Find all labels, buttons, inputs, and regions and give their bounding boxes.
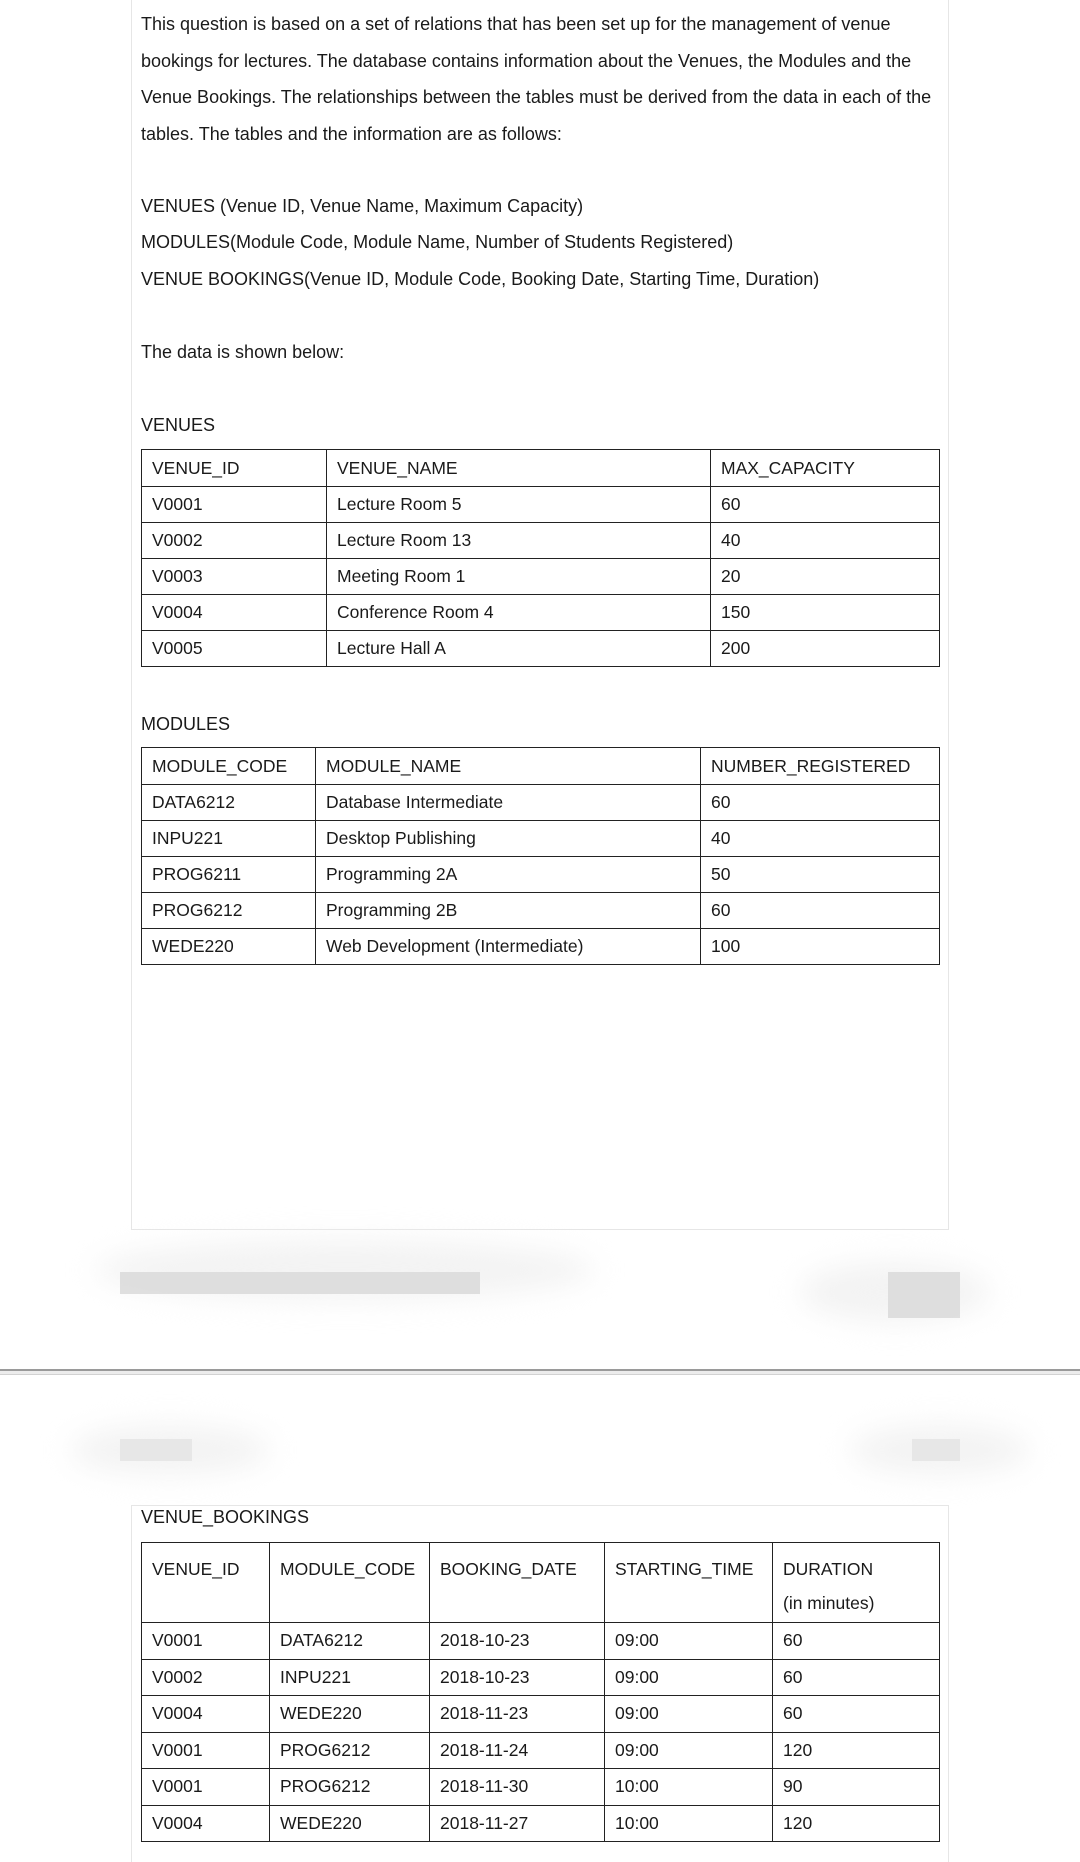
- table-cell: 100: [701, 929, 940, 965]
- table-cell: V0004: [142, 1805, 270, 1842]
- table-cell: PROG6212: [270, 1769, 430, 1806]
- table-cell: WEDE220: [270, 1696, 430, 1733]
- table-cell: Lecture Room 13: [327, 523, 711, 559]
- table-cell: 2018-11-23: [430, 1696, 605, 1733]
- table-row: [142, 821, 940, 857]
- table-cell: WEDE220: [142, 929, 316, 965]
- table-cell: V0001: [142, 1623, 270, 1660]
- table-cell: INPU221: [270, 1659, 430, 1696]
- table-cell: WEDE220: [270, 1805, 430, 1842]
- table-cell: 60: [773, 1696, 940, 1733]
- page-separator: [0, 1369, 1080, 1375]
- table-cell: Meeting Room 1: [327, 559, 711, 595]
- table-cell: DATA6212: [270, 1623, 430, 1660]
- redacted-header-text: [120, 1439, 192, 1461]
- table-row: [142, 929, 940, 965]
- table-row: [142, 1623, 940, 1660]
- column-header: BOOKING_DATE: [430, 1543, 605, 1623]
- column-header-duration: [773, 1543, 940, 1623]
- table-cell: V0001: [142, 1732, 270, 1769]
- column-header: MODULE_CODE: [270, 1543, 430, 1623]
- table-row: [142, 595, 940, 631]
- schema-modules: MODULES(Module Code, Module Name, Number of Students Registered): [141, 232, 734, 252]
- column-header: VENUE_ID: [142, 1543, 270, 1623]
- table-header-row: [142, 1543, 940, 1623]
- modules-table: [141, 747, 940, 965]
- table-cell: 10:00: [605, 1769, 773, 1806]
- table-cell: V0002: [142, 523, 327, 559]
- table-cell: Conference Room 4: [327, 595, 711, 631]
- table-cell: 60: [701, 893, 940, 929]
- table-cell: 40: [711, 523, 940, 559]
- redacted-page-number: [888, 1272, 960, 1318]
- table-cell: Programming 2B: [316, 893, 701, 929]
- table-cell: Web Development (Intermediate): [316, 929, 701, 965]
- table-cell: 120: [773, 1732, 940, 1769]
- table-cell: Programming 2A: [316, 857, 701, 893]
- table-cell: 2018-10-23: [430, 1659, 605, 1696]
- redacted-header-number: [912, 1439, 960, 1461]
- table-row: [142, 1659, 940, 1696]
- table-cell: 60: [701, 785, 940, 821]
- table-row: [142, 559, 940, 595]
- table-row: [142, 631, 940, 667]
- table-row: [142, 857, 940, 893]
- duration-unit-label: (in minutes): [783, 1593, 875, 1613]
- table-cell: 150: [711, 595, 940, 631]
- table-cell: 10:00: [605, 1805, 773, 1842]
- table-row: [142, 893, 940, 929]
- venues-table: [141, 449, 940, 667]
- venues-table-title: VENUES: [141, 415, 216, 435]
- table-cell: V0005: [142, 631, 327, 667]
- column-header: MODULE_CODE: [142, 748, 316, 785]
- table-cell: 09:00: [605, 1696, 773, 1733]
- table-cell: 60: [773, 1623, 940, 1660]
- table-cell: 2018-10-23: [430, 1623, 605, 1660]
- column-header: VENUE_ID: [142, 450, 327, 487]
- column-header: VENUE_NAME: [327, 450, 711, 487]
- table-cell: Lecture Hall A: [327, 631, 711, 667]
- column-header: MODULE_NAME: [316, 748, 701, 785]
- table-cell: INPU221: [142, 821, 316, 857]
- table-cell: 60: [711, 487, 940, 523]
- table-cell: PROG6212: [142, 893, 316, 929]
- table-row: [142, 1769, 940, 1806]
- table-cell: V0001: [142, 487, 327, 523]
- table-cell: V0004: [142, 595, 327, 631]
- table-cell: 2018-11-24: [430, 1732, 605, 1769]
- redacted-footer-text: [120, 1272, 480, 1294]
- column-header: STARTING_TIME: [605, 1543, 773, 1623]
- table-header-row: [142, 450, 940, 487]
- table-row: [142, 1805, 940, 1842]
- table-cell: V0003: [142, 559, 327, 595]
- table-cell: 20: [711, 559, 940, 595]
- duration-header-label: DURATION: [783, 1559, 874, 1579]
- table-cell: 2018-11-30: [430, 1769, 605, 1806]
- schema-venues: VENUES (Venue ID, Venue Name, Maximum Capacity): [141, 196, 584, 216]
- table-cell: 120: [773, 1805, 940, 1842]
- table-cell: 09:00: [605, 1659, 773, 1696]
- table-cell: V0002: [142, 1659, 270, 1696]
- data-intro: The data is shown below:: [141, 342, 345, 362]
- table-header-row: [142, 748, 940, 785]
- table-cell: 40: [701, 821, 940, 857]
- table-cell: V0001: [142, 1769, 270, 1806]
- table-cell: 2018-11-27: [430, 1805, 605, 1842]
- table-row: [142, 785, 940, 821]
- table-cell: Lecture Room 5: [327, 487, 711, 523]
- table-cell: 90: [773, 1769, 940, 1806]
- table-cell: DATA6212: [142, 785, 316, 821]
- table-cell: 09:00: [605, 1623, 773, 1660]
- table-cell: V0004: [142, 1696, 270, 1733]
- table-cell: PROG6212: [270, 1732, 430, 1769]
- modules-table-title: MODULES: [141, 714, 231, 734]
- table-cell: 09:00: [605, 1732, 773, 1769]
- table-cell: PROG6211: [142, 857, 316, 893]
- table-cell: 50: [701, 857, 940, 893]
- table-cell: 60: [773, 1659, 940, 1696]
- table-cell: 200: [711, 631, 940, 667]
- venue-bookings-table: [141, 1542, 940, 1842]
- table-cell: Database Intermediate: [316, 785, 701, 821]
- table-row: [142, 1732, 940, 1769]
- intro-paragraph: This question is based on a set of relations that has been set up for the management of venue bookings for lectures. The database contains information about the Venues, the Modules and the Venue Bookings. The relationships between the tables must be derived from the data in each of the tables. The tables and the information are as follows:: [141, 14, 932, 144]
- table-cell: Desktop Publishing: [316, 821, 701, 857]
- bookings-table-title: VENUE_BOOKINGS: [141, 1507, 310, 1527]
- table-row: [142, 487, 940, 523]
- column-header: MAX_CAPACITY: [711, 450, 940, 487]
- schema-venue-bookings: VENUE BOOKINGS(Venue ID, Module Code, Booking Date, Starting Time, Duration): [141, 269, 820, 289]
- table-row: [142, 523, 940, 559]
- column-header: NUMBER_REGISTERED: [701, 748, 940, 785]
- table-row: [142, 1696, 940, 1733]
